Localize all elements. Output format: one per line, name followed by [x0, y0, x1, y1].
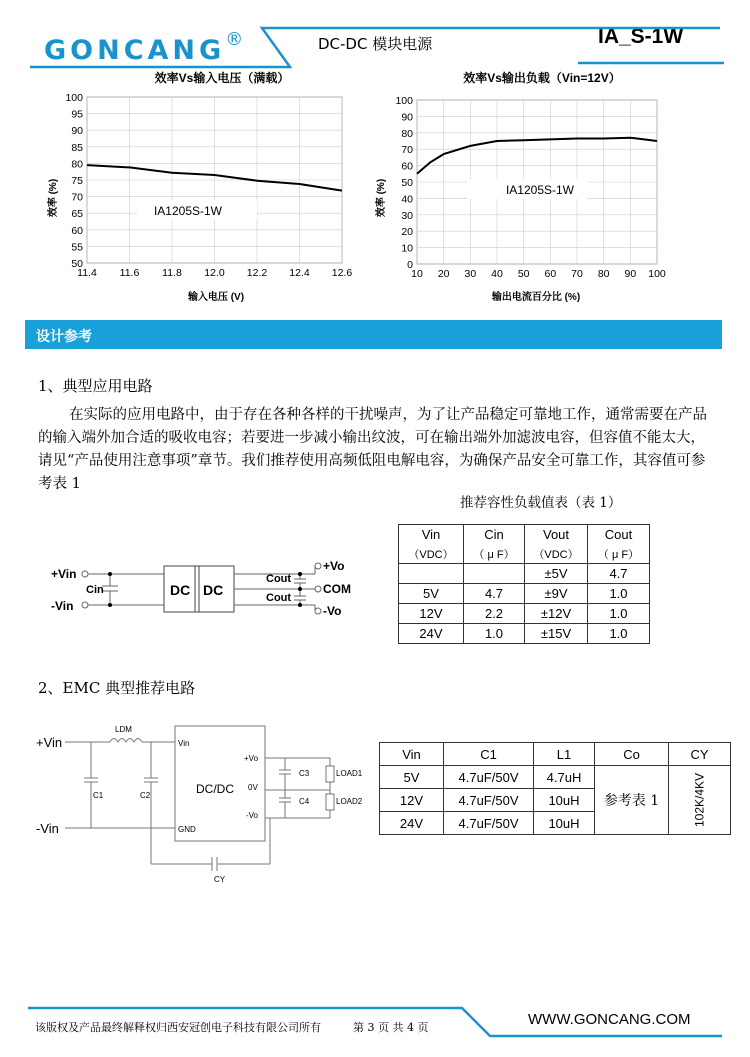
y-tick-label: 70	[71, 191, 83, 204]
y-tick-label: 50	[71, 258, 83, 270]
table-header-row	[380, 743, 731, 766]
emc-component-table	[379, 742, 731, 835]
vin-neg-label: -Vin	[51, 599, 74, 613]
x-tick-label: 12.2	[246, 267, 268, 279]
table-unit-cell: （VDC）	[525, 544, 588, 564]
y-tick-label: 90	[401, 111, 413, 124]
table-cell: 4.7	[464, 584, 525, 604]
x-tick-label: 40	[491, 268, 503, 280]
table-cell: 12V	[380, 789, 444, 812]
table-cell: 12V	[399, 604, 464, 624]
y-tick-label: 30	[401, 209, 413, 222]
document-type: DC-DC 模块电源	[318, 35, 433, 53]
table-row	[399, 624, 650, 644]
x-tick-label: 60	[544, 268, 557, 280]
table-unit-row	[399, 544, 650, 564]
vin-neg-label: -Vin	[36, 821, 59, 836]
vo-neg-pin-label: -Vo	[246, 811, 259, 820]
x-tick-label: 100	[648, 268, 666, 280]
com-label: COM	[323, 582, 351, 596]
load1-label: LOAD1	[336, 769, 363, 778]
table-header-cell: Vin	[399, 525, 464, 545]
y-tick-label: 70	[401, 144, 413, 157]
x-tick-label: 20	[437, 268, 450, 280]
co-value-cell: 参考表 1	[595, 766, 669, 835]
c4-label: C4	[299, 797, 310, 806]
x-axis-label: 输入电压 (V)	[187, 292, 245, 303]
vin-pos-label: +Vin	[36, 735, 63, 750]
c1-label: C1	[93, 791, 104, 800]
x-tick-label: 80	[597, 268, 610, 280]
paragraph: 在实际的应用电路中，由于存在各种各样的干扰噪声，为了让产品稳定可靠地工作，通常需要在产品的输入端外加合适的吸收电容；若要进一步减小输出纹波，可在输出端外加滤波电容，但容值不能太大，请见“产品使用注意事项”章节。我们推荐使用高频低阻电解电容，为确保产品安全可靠工作，其容值可参考表 1	[38, 407, 707, 492]
table-cell: 4.7uF/50V	[444, 789, 534, 812]
efficiency-vs-output-load-chart	[370, 68, 710, 308]
section-bar	[25, 320, 722, 349]
x-tick-label: 12.6	[331, 267, 353, 279]
series-label: IA1205S-1W	[505, 183, 575, 197]
table-header-cell: CY	[669, 743, 731, 766]
recommended-capacitive-load-table	[398, 524, 650, 644]
table-row	[380, 766, 731, 789]
table-header-cell: Vout	[525, 525, 588, 545]
cin-label: Cin	[86, 584, 104, 596]
x-tick-label: 12.0	[204, 267, 225, 279]
table-cell: 4.7uF/50V	[444, 812, 534, 835]
brand-logo: GONCANG®	[44, 29, 244, 66]
chart-title: 效率Vs输入电压（满载）	[154, 71, 290, 85]
y-tick-label: 90	[71, 125, 83, 138]
vo-pos-label: +Vo	[323, 559, 345, 573]
y-tick-label: 40	[401, 193, 413, 206]
chart-title: 效率Vs输出负载（Vin=12V）	[463, 71, 621, 85]
c2-label: C2	[140, 791, 151, 800]
table-cell: 24V	[380, 812, 444, 835]
table-cell: 4.7uH	[534, 766, 595, 789]
load2-label: LOAD2	[336, 797, 363, 806]
dc-left-label: DC	[170, 582, 191, 598]
cy-value: 102K/4KV	[692, 772, 707, 828]
table-cell: ±15V	[525, 624, 588, 644]
emc-recommended-circuit	[30, 718, 375, 888]
table-unit-cell: （VDC）	[399, 544, 464, 564]
table-cell: 1.0	[588, 624, 650, 644]
series-label: IA1205S-1W	[153, 204, 223, 218]
vo-pos-pin-label: +Vo	[244, 754, 259, 763]
x-tick-label: 70	[571, 268, 583, 280]
zero-v-pin-label: 0V	[248, 783, 258, 792]
y-tick-label: 80	[71, 158, 83, 171]
table-cell	[464, 564, 525, 584]
part-number: IA_S-1W	[598, 25, 684, 48]
table-cell: 10uH	[534, 789, 595, 812]
table-header-cell: Cout	[588, 525, 650, 545]
x-tick-label: 12.4	[289, 267, 310, 279]
y-tick-label: 65	[71, 208, 83, 221]
table-cell: 24V	[399, 624, 464, 644]
x-tick-label: 10	[411, 268, 423, 280]
website-url: WWW.GONCANG.COM	[528, 1011, 691, 1028]
y-tick-label: 80	[401, 127, 413, 140]
table-row	[399, 564, 650, 584]
y-tick-label: 10	[401, 242, 413, 255]
cy-label: CY	[214, 875, 226, 884]
x-axis-label: 输出电流百分比 (%)	[491, 292, 581, 303]
cout-upper-label: Cout	[266, 573, 292, 585]
x-tick-label: 90	[624, 268, 637, 280]
y-tick-label: 75	[71, 175, 83, 187]
y-tick-label: 60	[401, 160, 413, 173]
table-unit-cell: （ μ F）	[464, 544, 525, 564]
table-cell: ±12V	[525, 604, 588, 624]
efficiency-vs-input-voltage-chart	[40, 68, 370, 308]
table-header-cell: Co	[595, 743, 669, 766]
table-cell: 2.2	[464, 604, 525, 624]
table-header-cell: Vin	[380, 743, 444, 766]
table-cell: 4.7uF/50V	[444, 766, 534, 789]
y-tick-label: 0	[407, 259, 413, 271]
x-tick-label: 11.4	[77, 267, 97, 279]
table-unit-cell: （ μ F）	[588, 544, 650, 564]
y-axis-label: 效率 (%)	[48, 178, 59, 218]
table-cell: 10uH	[534, 812, 595, 835]
x-tick-label: 30	[464, 268, 477, 280]
vin-pin-label: Vin	[178, 739, 190, 748]
y-axis-label: 效率 (%)	[376, 178, 387, 218]
table-header-cell: L1	[534, 743, 595, 766]
table-cell	[399, 564, 464, 584]
table1-caption: 推荐容性负载值表（表 1）	[460, 495, 622, 511]
table-cell: 1.0	[588, 604, 650, 624]
table-cell: 1.0	[464, 624, 525, 644]
table-row	[399, 604, 650, 624]
copyright-notice: 该版权及产品最终解释权归西安冠创电子科技有限公司所有	[35, 1021, 321, 1034]
table-cell: ±9V	[525, 584, 588, 604]
y-tick-label: 85	[71, 141, 83, 154]
c3-label: C3	[299, 769, 310, 778]
table-header-cell: C1	[444, 743, 534, 766]
x-tick-label: 50	[517, 268, 530, 280]
table-cell: 4.7	[588, 564, 650, 584]
subsection-typical-circuit: 1、典型应用电路	[38, 377, 153, 395]
vin-pos-label: +Vin	[51, 567, 77, 581]
table-cell: ±5V	[525, 564, 588, 584]
cout-lower-label: Cout	[266, 592, 292, 604]
x-tick-label: 11.6	[119, 267, 140, 279]
vo-neg-label: -Vo	[323, 604, 342, 618]
table-row	[399, 584, 650, 604]
table-cell: 1.0	[588, 584, 650, 604]
y-tick-label: 95	[71, 108, 83, 121]
dc-right-label: DC	[203, 582, 224, 598]
subsection-emc-circuit: 2、EMC 典型推荐电路	[38, 679, 196, 697]
y-tick-label: 55	[71, 241, 83, 254]
module-label: DC/DC	[196, 782, 234, 796]
typical-application-circuit	[40, 550, 370, 630]
gnd-pin-label: GND	[178, 825, 196, 834]
table-cell: 5V	[380, 766, 444, 789]
table-cell: 5V	[399, 584, 464, 604]
section-title: 设计参考	[36, 329, 92, 345]
series-line	[417, 138, 657, 174]
y-tick-label: 50	[401, 177, 413, 189]
ldm-label: LDM	[115, 725, 132, 734]
x-tick-label: 11.8	[162, 267, 182, 279]
y-tick-label: 60	[71, 224, 83, 237]
page-number: 第 3 页 共 4 页	[353, 1021, 429, 1034]
y-tick-label: 100	[395, 95, 413, 107]
y-tick-label: 100	[65, 92, 83, 104]
table-header-cell: Cin	[464, 525, 525, 545]
y-tick-label: 20	[401, 226, 413, 239]
header-rule	[0, 0, 750, 70]
cy-value-cell	[669, 766, 731, 835]
table-header-row	[399, 525, 650, 545]
